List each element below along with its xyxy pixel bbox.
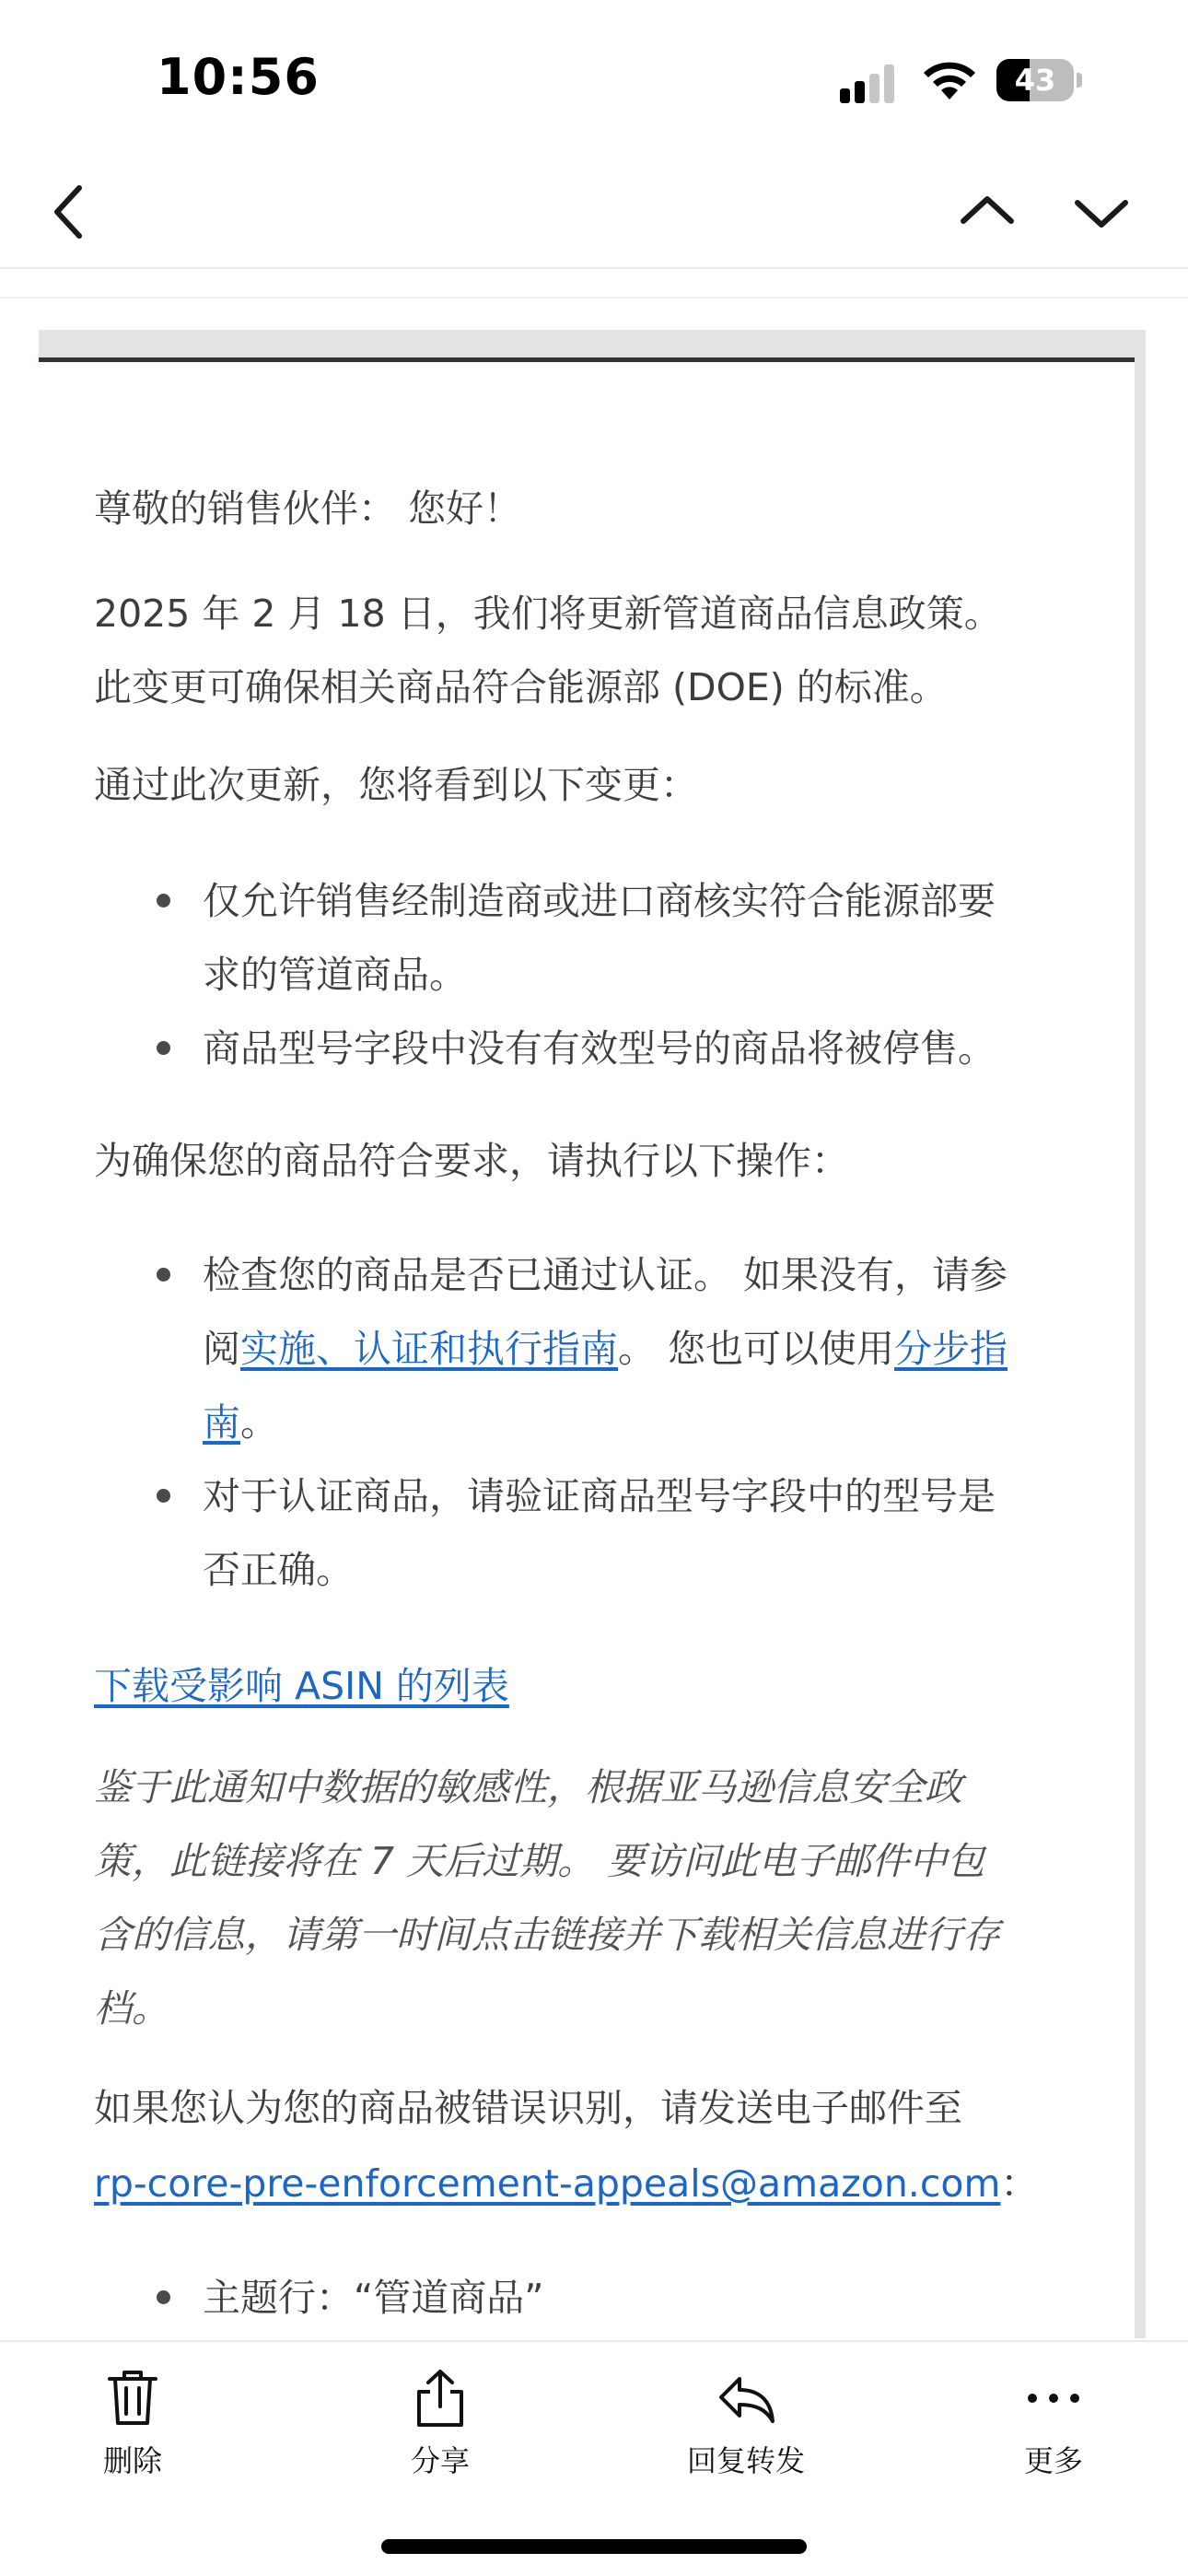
bullet [157,1041,164,1048]
message-nav-bar [0,157,1188,269]
notice-line-1: 鉴于此通知中数据的敏感性，根据亚马逊信息安全政 [94,1765,962,1809]
status-bar [0,0,1188,157]
back-chevron-icon[interactable] [33,175,107,249]
notice-line-3: 含的信息，请第一时间点击链接并下载相关信息进行存 [94,1913,1000,1957]
change-item-1-line-2: 求的管道商品。 [203,953,467,997]
greeting: 尊敬的销售伙伴： 您好！ [94,486,522,531]
home-indicator [381,2539,807,2554]
implementation-guide-link[interactable]: 实施、认证和执行指南 [240,1327,618,1371]
bullet [157,1268,164,1275]
appeal-email-link[interactable]: rp-core-pre-enforcement-appeals@amazon.com [94,2161,1001,2206]
action-item-1-prefix: 阅 [203,1327,240,1371]
action-item-1-line-2 [203,1312,1087,1386]
delete-button[interactable] [41,2366,225,2504]
next-message-icon[interactable] [1065,175,1138,249]
reply-forward-button[interactable] [654,2366,838,2504]
step-guide-link-part2[interactable]: 南 [203,1400,240,1445]
appeal-line-2 [94,2147,1089,2220]
reply-forward-label: 回复转发 [686,2443,805,2478]
appeal-line-1: 如果您认为您的商品被错误识别，请发送电子邮件至 [94,2086,962,2130]
more-button[interactable] [961,2366,1146,2504]
download-asin-link-row [94,1649,1089,1723]
status-time: 10:56 [157,48,320,106]
intro-line-1: 2025 年 2 月 18 日，我们将更新管道商品信息政策。 [94,591,1002,636]
share-button[interactable] [348,2366,532,2504]
actions-heading: 为确保您的商品符合要求，请执行以下操作： [94,1139,849,1183]
intro-line-2: 此变更可确保相关商品符合能源部 (DOE) 的标准。 [94,665,948,709]
action-item-1-line-3 [203,1386,1087,1459]
battery-level: 43 [1014,63,1056,98]
action-item-2-line-1: 对于认证商品，请验证商品型号字段中的型号是 [203,1474,996,1518]
subject-line-item: 主题行：“管道商品” [203,2276,544,2320]
notice-line-4: 档。 [94,1986,169,2031]
share-label: 分享 [410,2443,470,2478]
header-divider [0,271,1188,299]
bullet [157,1489,164,1496]
action-item-1-line-1: 检查您的商品是否已通过认证。 如果没有，请参 [203,1253,1008,1297]
change-item-2: 商品型号字段中没有有效型号的商品将被停售。 [203,1026,996,1071]
changes-heading: 通过此次更新，您将看到以下变更： [94,763,698,807]
trash-icon [100,2366,165,2430]
download-asin-link[interactable]: 下载受影响 ASIN 的列表 [94,1664,509,1708]
action-item-2-line-2: 否正确。 [203,1548,354,1592]
appeal-colon: ： [1000,2161,1039,2206]
wifi-icon [921,57,978,101]
battery-icon [996,59,1081,101]
more-icon [1021,2366,1086,2430]
reply-icon [714,2366,778,2430]
bullet [157,894,164,901]
delete-label: 删除 [102,2443,162,2478]
step-guide-link-part1[interactable]: 分步指 [894,1327,1008,1371]
more-label: 更多 [1023,2443,1083,2478]
change-item-1-line-1: 仅允许销售经制造商或进口商核实符合能源部要 [203,879,996,923]
action-item-1-suffix: 。 [240,1400,278,1445]
signal-icon [840,64,904,103]
notice-line-2: 策，此链接将在 7 天后过期。 要访问此电子邮件中包 [94,1839,985,1883]
action-item-1-middle: 。 您也可以使用 [618,1327,895,1371]
share-icon [408,2366,472,2430]
previous-message-icon[interactable] [950,175,1024,249]
bullet [157,2290,164,2298]
